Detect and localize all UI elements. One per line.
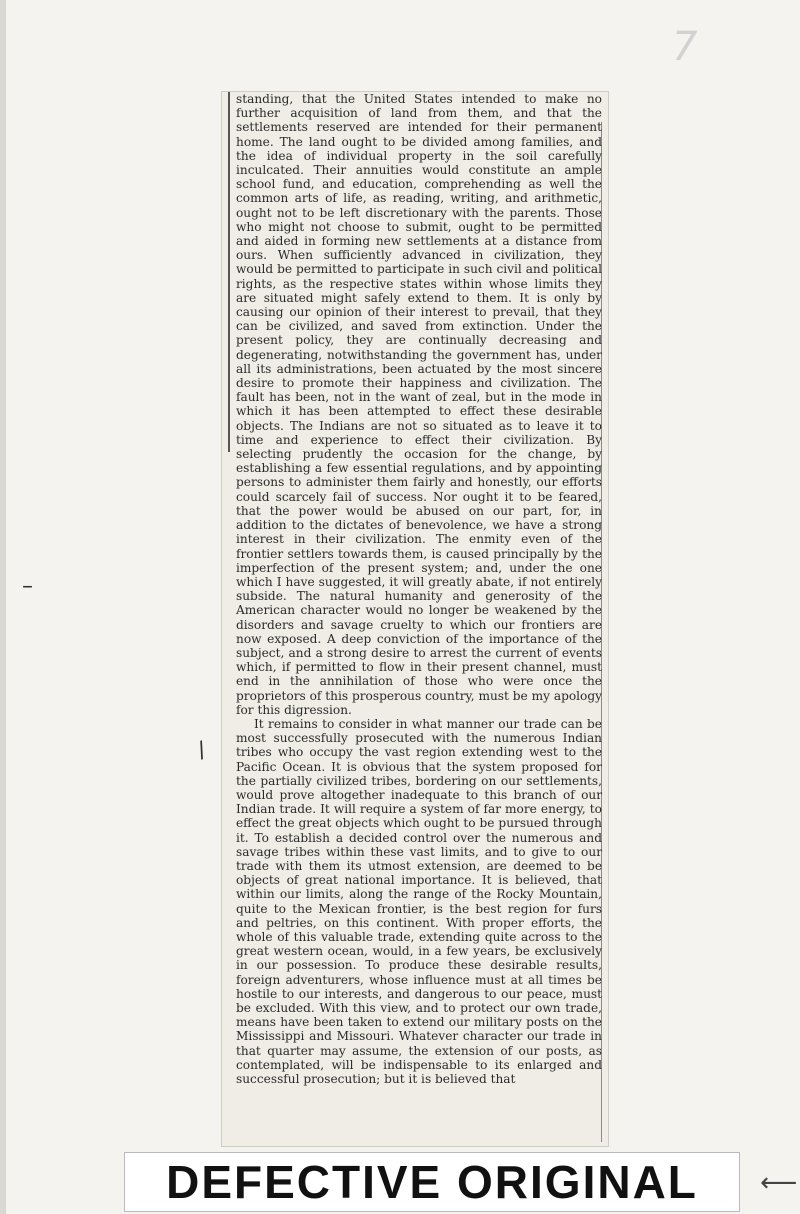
left-column-rule: [228, 92, 230, 452]
banner-text: DEFECTIVE ORIGINAL: [166, 1156, 698, 1208]
margin-tick-mark: /: [193, 737, 210, 764]
article-paragraph: It remains to consider in what manner our trade can be most successfully prosecuted with the numerous Indian tribes who occupy the vast region extending west to the Pacific Ocean. It is obvious that the system proposed for the partially civilized tribes, bordering on our settlements, would prove altogether inadequate to this branch of our Indian trade. It will require a system of far more energy, to effect the great objects which ought to be pursued through it. To establish a decided control over the numerous and savage tribes within these vast limits, and to give to our trade with them its utmost extension, are deemed to be objects of great national importance. It is believed, that within our limits, along the range of the Rocky Mountain, quite to the Mexican frontier, is the best region for furs and peltries, on this continent. With proper efforts, the whole of this valuable trade, extending quite across to the great western ocean, would, in a few years, be exclusively in our possession. To produce these desirable results, foreign adventurers, whose influence must at all times be hostile to our interests, and dangerous to our peace, must be excluded. With this view, and to protect our own trade, means have been taken to extend our military posts on the Mississippi and Missouri. Whatever character our trade in that quarter may assume, the extension of our posts, as contemplated, will be indispensable to its enlarged and successful prosecution; but it is believed that: [236, 716, 602, 1087]
newspaper-clipping: [222, 92, 608, 1146]
margin-dash-mark: –: [22, 574, 33, 599]
defective-original-banner: [124, 1152, 740, 1212]
page-number: 7: [672, 24, 698, 70]
page-edge: [0, 0, 6, 1214]
article-paragraph: standing, that the United States intended to make no further acquisition of land from them, and that the settlements reserved are intended for their permanent home. The land ought to be divided among families, and the idea of individual property in the soil carefully inculcated. Their annuities would constitute an ample school fund, and education, comprehending as well the common arts of life, as reading, writing, and arithmetic, ought not to be left discretionary with the parents. Those who might not choose to submit, ought to be permitted and aided in forming new settlements at a distance from ours. When sufficiently advanced in civilization, they would be permitted to participate in such civil and political rights, as the respective states within whose limits they are situated might safely extend to them. It is only by causing our opinion of their interest to prevail, that they can be civilized, and saved from extinction. Under the present policy, they are continually decreasing and degenerating, notwithstanding the government has, under all its administrations, been actuated by the most sincere desire to promote their happiness and civilization. The fault has been, not in the want of zeal, but in the mode in which it has been attempted to effect these desirable objects. The Indians are not so situated as to leave it to time and experience to effect their civilization. By selecting prudently the occasion for the change, by establishing a few essential regulations, and by appointing persons to administer them fairly and honestly, our efforts could scarcely fail of success. Nor ought it to be feared, that the power would be abused on our part, for, in addition to the dictates of benevolence, we have a strong interest in their civilization. The enmity even of the frontier settlers towards them, is caused principally by the imperfection of the present system; and, under the one which I have suggested, it will greatly abate, if not entirely subside. The natural humanity and generosity of the American character would no longer be weakened by the disorders and savage cruelty to which our frontiers are now exposed. A deep conviction of the importance of the subject, and a strong desire to arrest the current of events which, if permitted to flow in their present channel, must end in the annihilation of those who were once the proprietors of this prosperous country, must be my apology for this digression.: [236, 92, 602, 717]
corner-arrow-mark: ⟵: [760, 1168, 798, 1198]
article-column: [236, 92, 602, 1086]
